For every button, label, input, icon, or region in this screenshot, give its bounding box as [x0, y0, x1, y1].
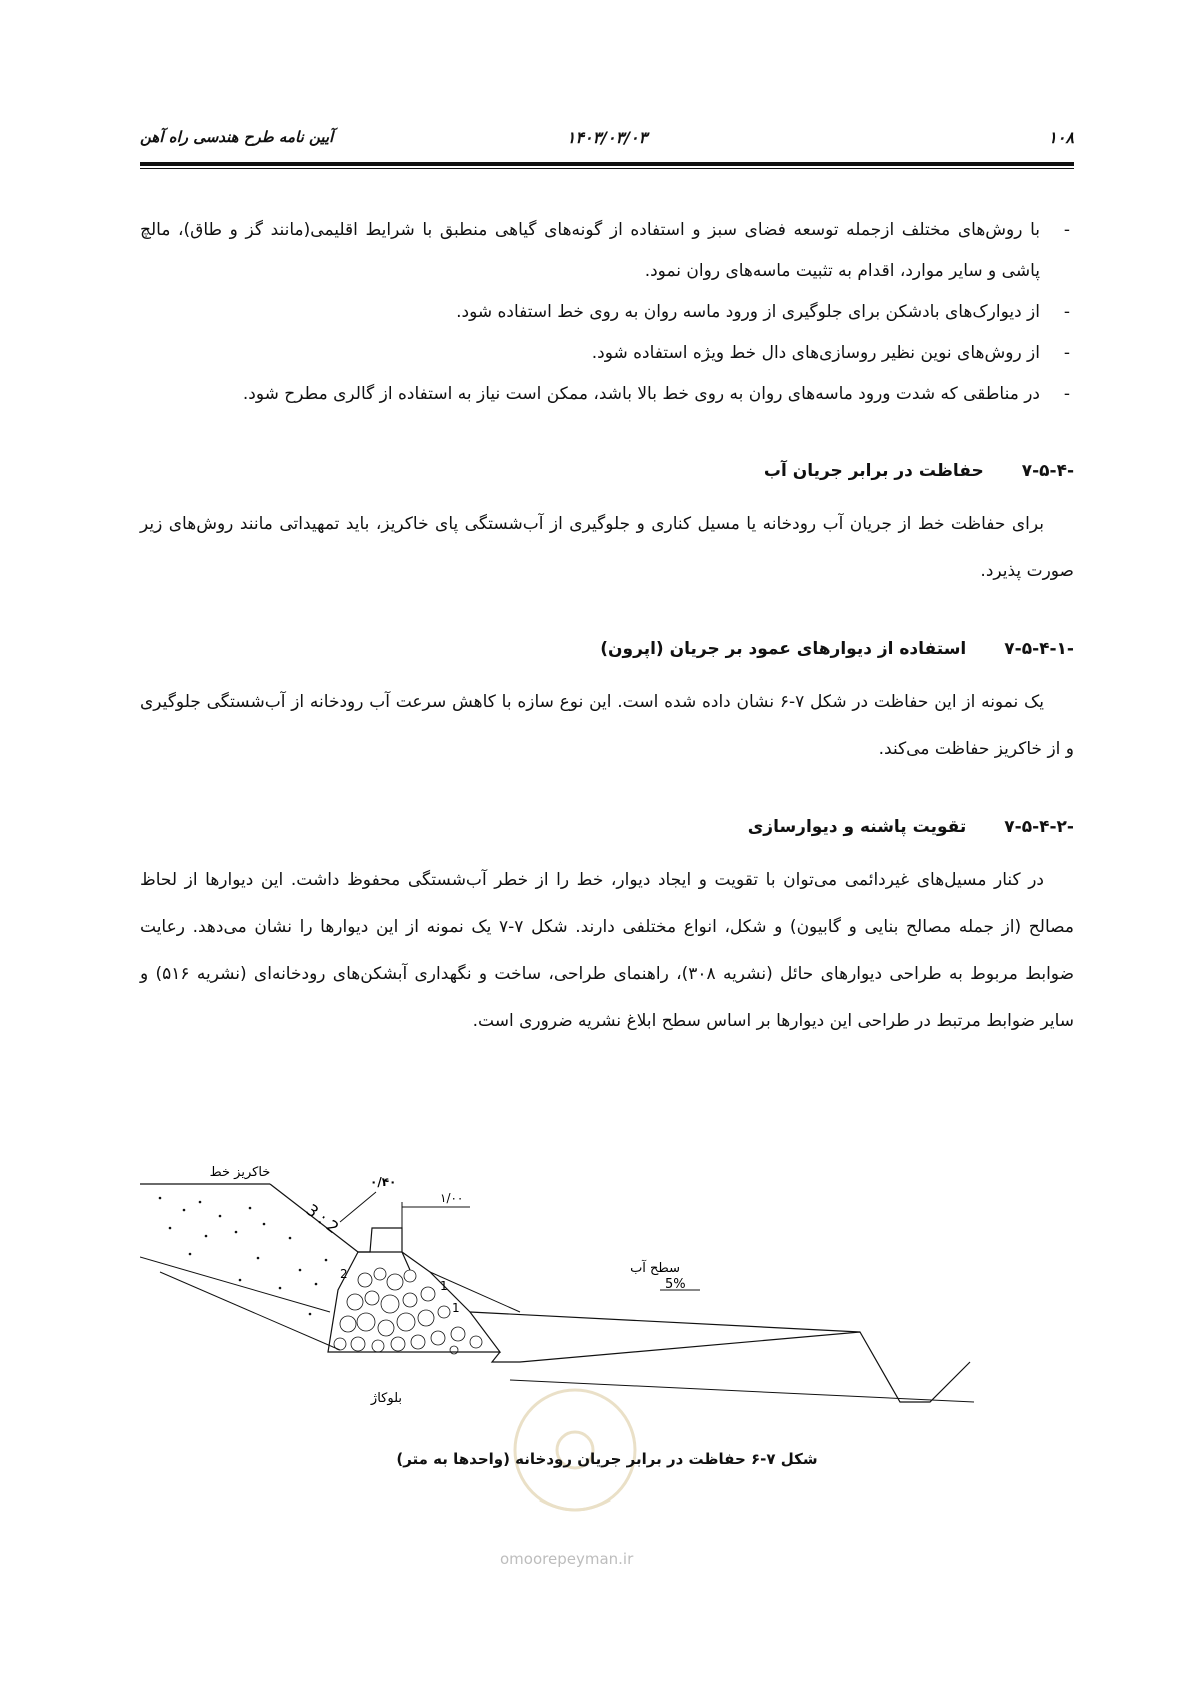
header-rule-thick [140, 162, 1074, 166]
body-content [140, 210, 1074, 1045]
section-number: ۷-۵-۴-۲- [1004, 817, 1074, 837]
label-ratio-c: 2 [340, 1267, 348, 1281]
figure-caption: شکل ۷-۶ حفاظت در برابر جریان رودخانه (واحدها به متر) [396, 1450, 818, 1468]
water-surface-line [470, 1312, 860, 1332]
label-slope: 3 : 2 [302, 1200, 343, 1238]
list-item [140, 292, 1074, 333]
label-water-surface: سطح آب [630, 1261, 680, 1276]
label-riprap: بلوکاژ [370, 1391, 402, 1406]
section-heading-heel-walls [140, 807, 1074, 847]
label-embankment: خاکریز خط [209, 1165, 271, 1180]
dimension-line-top [340, 1192, 376, 1222]
section-paragraph: در کنار مسیل‌های غیردائمی می‌توان با تقویت و ایجاد دیوار، خط را از خطر آب‌شستگی محفوظ داشت. این دیوارها از لحاظ مصالح (از جمله مصالح بنایی و گابیون) و شکل، انواع مختلفی دارند. شکل ۷-۷ یک نمونه از این دیوارها را نشان می‌دهد. رعایت ضوابط مربوط به طراحی دیوارهای حائل (نشریه ۳۰۸)، راهنمای طراحی، ساخت و نگهداری آبشکن‌های رودخانه‌ای (نشریه ۵۱۶) و سایر ضوابط مرتبط در طراحی این دیوارها بر اساس سطح ابلاغ نشریه ضروری است. [140, 870, 1075, 1031]
bullet-text: با روش‌های مختلف ازجمله توسعه فضای سبز و استفاده از گونه‌های گیاهی منطبق با شرایط اقلیمی(مانند گز و طاق)، مالچ پاشی و سایر موارد، اقدام به تثبیت ماسه‌های روان نمود. [140, 220, 1040, 281]
page-number: ۱۰۸ [1048, 128, 1074, 147]
section-title: استفاده از دیوارهای عمود بر جریان (اپرون) [600, 639, 967, 659]
bullet-text: از دیوارک‌های بادشکن برای جلوگیری از ورود ماسه روان به روی خط استفاده شود. [456, 302, 1040, 322]
section-heading-apron [140, 629, 1074, 669]
section-paragraph: یک نمونه از این حفاظت در شکل ۷-۶ نشان داده شده است. این نوع سازه با کاهش سرعت آب رودخانه از آب‌شستگی جلوگیری و از خاکریز حفاظت می‌کند. [140, 692, 1074, 759]
page-header [140, 128, 1074, 164]
label-top-width: ۰/۴۰ [370, 1175, 397, 1189]
section-number: ۷-۵-۴- [1021, 461, 1074, 481]
label-height: ۱/۰۰ [440, 1191, 464, 1205]
label-ratio-a: 1 [440, 1279, 448, 1293]
header-rule-thin [140, 168, 1074, 169]
bullet-text: در مناطقی که شدت ورود ماسه‌های روان به روی خط بالا باشد، ممکن است نیاز به استفاده از گالری مطرح شود. [242, 384, 1040, 404]
ground-line-lower [160, 1272, 340, 1350]
section-heading-water-protection [140, 451, 1074, 491]
bullet-list [140, 210, 1074, 415]
list-item [140, 210, 1074, 292]
section-title: تقویت پاشنه و دیوارسازی [747, 817, 967, 837]
header-title: آیین نامه طرح هندسی راه آهن [140, 128, 334, 146]
label-ratio-b: 1 [452, 1301, 460, 1315]
section-paragraph: برای حفاظت خط از جریان آب رودخانه یا مسیل کناری و جلوگیری از آب‌شستگی پای خاکریز، باید تمهیداتی مانند روش‌های زیر صورت پذیرد. [140, 514, 1074, 581]
list-item [140, 333, 1074, 374]
section-number: ۷-۵-۴-۱- [1004, 639, 1074, 659]
section-title: حفاظت در برابر جریان آب [763, 461, 984, 481]
list-item [140, 374, 1074, 415]
riprap-stones [334, 1268, 482, 1354]
bullet-marker: - [1063, 302, 1070, 322]
bullet-marker: - [1063, 220, 1070, 240]
apron-top-block [358, 1228, 410, 1270]
bullet-text: از روش‌های نوین نظیر روسازی‌های دال خط ویژه استفاده شود. [591, 343, 1040, 363]
label-grade: 5% [665, 1277, 686, 1292]
header-date: ۱۴۰۳/۰۳/۰۳ [566, 128, 648, 147]
ground-line [140, 1257, 330, 1312]
riprap-mass [328, 1252, 500, 1352]
bullet-marker: - [1063, 343, 1070, 363]
bullet-marker: - [1063, 384, 1070, 404]
watermark-text: omoorepeyman.ir [500, 1550, 634, 1568]
